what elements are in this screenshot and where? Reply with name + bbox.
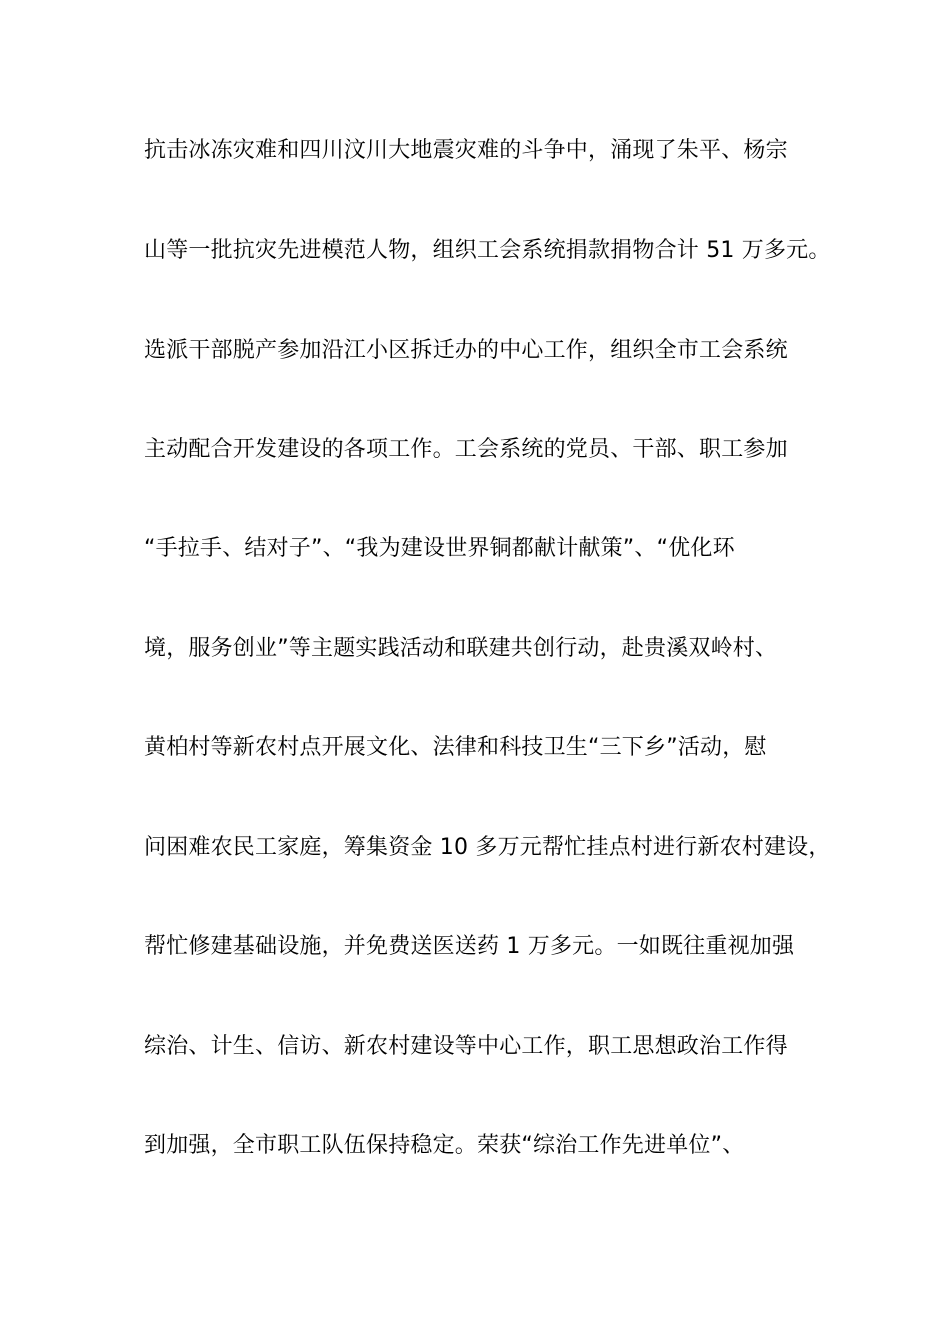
paragraph-line: 境，服务创业”等主题实践活动和联建共创行动，赴贵溪双岭村、 <box>144 636 778 661</box>
paragraph-line: 选派干部脱产参加沿江小区拆迁办的中心工作，组织全市工会系统 <box>144 338 788 363</box>
paragraph-line: “手拉手、结对子”、“我为建设世界铜都献计献策”、“优化环 <box>144 536 735 561</box>
paragraph-line: 帮忙修建基础设施，并免费送医送药 1 万多元。一如既往重视加强 <box>144 934 795 959</box>
paragraph-line: 问困难农民工家庭，筹集资金 10 多万元帮忙挂点村进行新农村建设， <box>144 835 831 860</box>
paragraph-line: 到加强，全市职工队伍保持稳定。荣获“综治工作先进单位”、 <box>144 1133 745 1158</box>
paragraph-line: 综治、计生、信访、新农村建设等中心工作，职工思想政治工作得 <box>144 1034 788 1059</box>
paragraph-line: 黄柏村等新农村点开展文化、法律和科技卫生“三下乡”活动，慰 <box>144 735 767 760</box>
paragraph-line: 抗击冰冻灾难和四川汶川大地震灾难的斗争中，涌现了朱平、杨宗 <box>144 138 788 163</box>
paragraph-line: 山等一批抗灾先进模范人物，组织工会系统捐款捐物合计 51 万多元。 <box>144 238 831 263</box>
paragraph-line: 主动配合开发建设的各项工作。工会系统的党员、干部、职工参加 <box>144 437 788 462</box>
